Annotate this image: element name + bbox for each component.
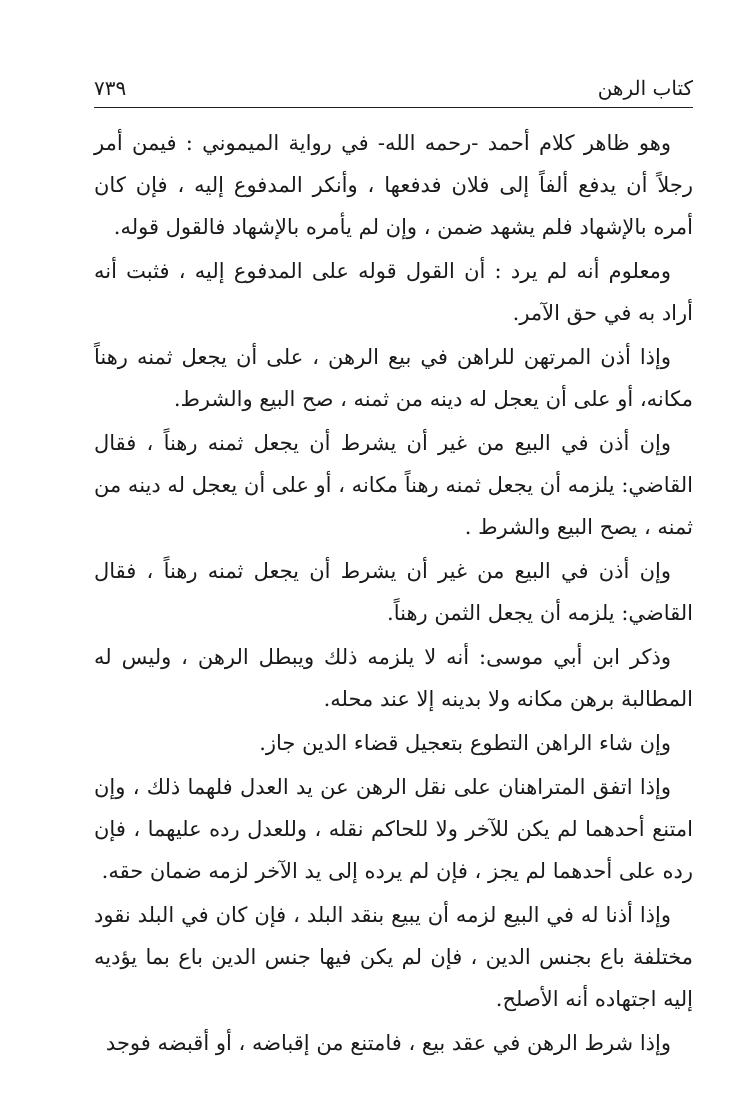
paragraph: وهو ظاهر كلام أحمد -رحمه الله- في رواية الميموني : فيمن أمر رجلاً أن يدفع ألفاً إلى فلان فدفعها ، وأنكر المدفوع إليه ، فإن كان أمره بالإشهاد فلم يشهد ضمن ، وإن لم يأمره بالإشهاد فالقول قوله.: [94, 131, 693, 239]
paragraph: ومعلوم أنه لم يرد : أن القول قوله على المدفوع إليه ، فثبت أنه أراد به في حق الآمر.: [94, 259, 693, 325]
paragraph: وإذا شرط الرهن في عقد بيع ، فامتنع من إقباضه ، أو أقبضه فوجد: [105, 1031, 671, 1055]
paragraph: وإذا أذنا له في البيع لزمه أن يبيع بنقد البلد ، فإن كان في البلد نقود مختلفة باع بجنس الدين ، فإن لم يكن فيها جنس الدين باع بما يؤديه إليه اجتهاده أنه الأصلح.: [94, 903, 693, 1011]
paragraph: وإذا أذن المرتهن للراهن في بيع الرهن ، على أن يجعل ثمنه رهناً مكانه، أو على أن يعجل له دينه من ثمنه ، صح البيع والشرط.: [94, 345, 693, 411]
paragraph: وإن أذن في البيع من غير أن يشرط أن يجعل ثمنه رهناً ، فقال القاضي: يلزمه أن يجعل الثمن رهناً.: [94, 559, 693, 625]
paragraph: وإن شاء الراهن التطوع بتعجيل قضاء الدين جاز.: [259, 731, 671, 755]
book-title: كتاب الرهن: [597, 76, 693, 100]
page-number: ٧٣٩: [94, 76, 127, 100]
running-header: [94, 72, 693, 106]
paragraph: وإذا اتفق المتراهنان على نقل الرهن عن يد العدل فلهما ذلك ، وإن امتنع أحدهما لم يكن للآخر ولا للحاكم نقله ، وللعدل رده عليهما ، فإن رده على أحدهما لم يجز ، فإن لم يرده إلى يد الآخر لزمه ضمان حقه.: [94, 775, 693, 883]
paragraph: وذكر ابن أبي موسى: أنه لا يلزمه ذلك ويبطل الرهن ، وليس له المطالبة برهن مكانه ولا بدينه إلا عند محله.: [94, 645, 693, 711]
paragraph: وإن أذن في البيع من غير أن يشرط أن يجعل ثمنه رهناً ، فقال القاضي: يلزمه أن يجعل ثمنه رهناً مكانه ، أو على أن يعجل له دينه من ثمنه ، يصح البيع والشرط .: [94, 431, 693, 539]
header-divider: [94, 107, 693, 108]
body-text: [94, 122, 693, 1066]
